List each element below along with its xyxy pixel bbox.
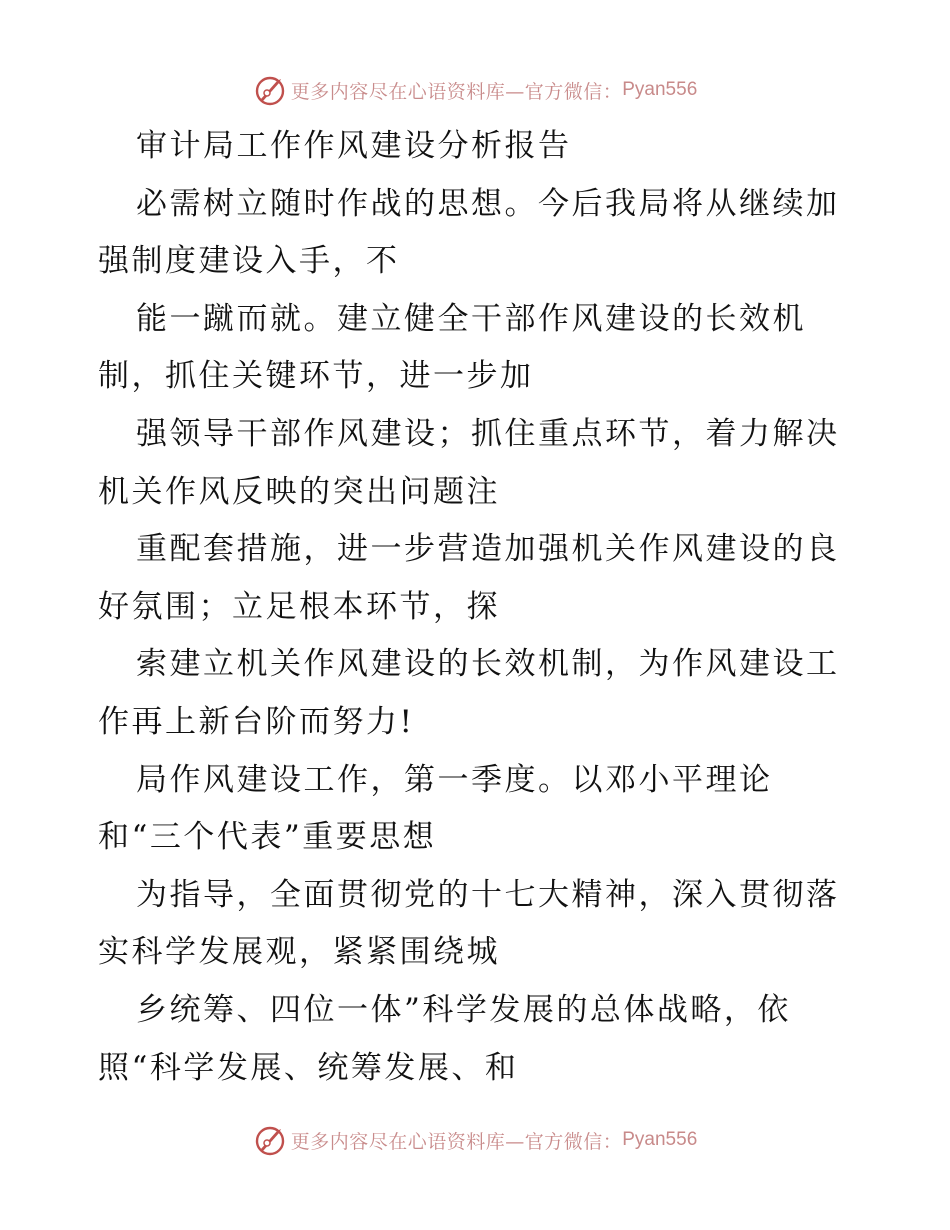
- text-line: 机关作风反映的突出问题注: [98, 473, 500, 510]
- text-line: 好氛围；立足根本环节，探: [98, 588, 500, 625]
- quill-pen-circle-icon: [253, 73, 287, 107]
- text-line: 强制度建设入手，不: [98, 243, 400, 280]
- text-line: 为指导，全面贯彻党的十七大精神，深入贯彻落: [136, 876, 840, 913]
- document-body: [98, 118, 868, 1097]
- text-line: 照“科学发展、统筹发展、和: [98, 1049, 519, 1086]
- text-line: 强领导干部作风建设；抓住重点环节，着力解决: [136, 415, 840, 452]
- watermark-id: Pyan556: [622, 1129, 698, 1150]
- text-line: 索建立机关作风建设的长效机制，为作风建设工: [136, 646, 840, 683]
- text-line: 作再上新台阶而努力!: [98, 703, 415, 740]
- quill-pen-circle-icon: [253, 1123, 287, 1157]
- text-line: 能一蹴而就。建立健全干部作风建设的长效机: [136, 300, 806, 337]
- text-line: 局作风建设工作，第一季度。以邓小平理论: [136, 761, 773, 798]
- text-line: 必需树立随时作战的思想。今后我局将从继续加: [136, 185, 840, 222]
- watermark-text: 更多内容尽在心语资料库—官方微信：: [290, 80, 623, 103]
- text-line: 乡统筹、四位一体”科学发展的总体战略，依: [136, 991, 791, 1028]
- watermark-id: Pyan556: [622, 79, 698, 100]
- text-line: 实科学发展观，紧紧围绕城: [98, 934, 500, 971]
- text-line: 重配套措施，进一步营造加强机关作风建设的良: [136, 531, 840, 568]
- footer-watermark: [0, 1120, 950, 1160]
- watermark-text: 更多内容尽在心语资料库—官方微信：: [290, 1130, 623, 1153]
- document-title: 审计局工作作风建设分析报告: [136, 128, 572, 164]
- text-line: 和“三个代表”重要思想: [98, 819, 437, 856]
- text-line: 制，抓住关键环节，进一步加: [98, 358, 534, 395]
- header-watermark: [0, 70, 950, 110]
